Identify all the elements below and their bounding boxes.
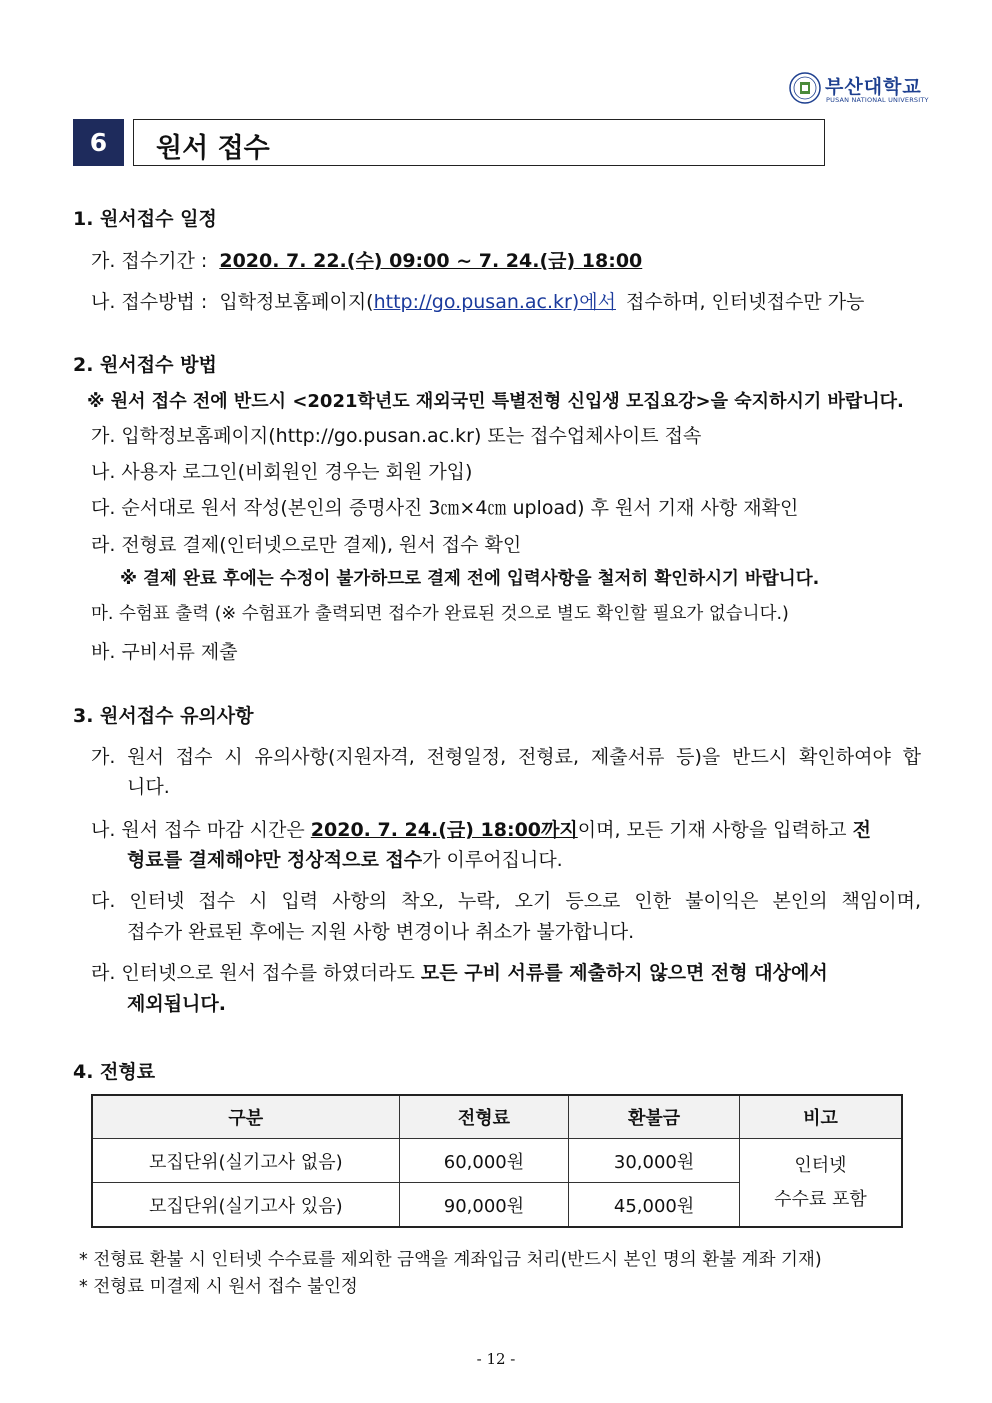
precaution-da-line2: 접수가 완료된 후에는 지원 사항 변경이나 취소가 불가합니다.	[127, 921, 635, 943]
step-ra: 라. 전형료 결제(인터넷으로만 결제), 원서 접수 확인	[91, 534, 522, 556]
section-number-badge: 6	[73, 119, 124, 166]
remark-line2: 수수료 포함	[774, 1188, 867, 1210]
logo-name-english: PUSAN NATIONAL UNIVERSITY	[826, 96, 929, 104]
fee-note-unpaid: * 전형료 미결제 시 원서 접수 불인정	[79, 1277, 358, 1297]
table-cell-refund: 30,000원	[569, 1139, 740, 1183]
table-cell-remark	[739, 1139, 902, 1228]
university-seal-icon	[789, 72, 821, 104]
precaution-ra-line2: 제외됩니다.	[127, 993, 226, 1015]
method-row	[91, 287, 864, 314]
precaution-na-bold-start: 전	[852, 819, 871, 841]
precaution-na-post: 가 이루어집니다.	[422, 849, 563, 871]
table-cell-fee: 60,000원	[399, 1139, 569, 1183]
step-ga: 가. 입학정보홈페이지(http://go.pusan.ac.kr) 또는 접수업체사이트 접속	[91, 425, 702, 447]
precaution-na-bold: 형료를 결제해야만 정상적으로 접수	[127, 849, 423, 871]
precaution-ra-pre: 라. 인터넷으로 원서 접수를 하였더라도	[91, 962, 421, 984]
table-header-fee: 전형료	[399, 1095, 569, 1139]
step-da: 다. 순서대로 원서 작성(본인의 증명사진 3㎝×4㎝ upload) 후 원서 기재 사항 재확인	[91, 497, 799, 519]
heading-method: 2. 원서접수 방법	[73, 354, 217, 376]
precaution-na-line2	[127, 845, 563, 872]
table-header-refund: 환불금	[569, 1095, 740, 1139]
method-text-pre: 입학정보홈페이지(	[219, 291, 374, 313]
step-ma: 마. 수험표 출력 (※ 수험표가 출력되면 접수가 완료된 것으로 별도 확인할 필요가 없습니다.)	[91, 604, 789, 624]
step-ba: 바. 구비서류 제출	[91, 641, 238, 663]
table-cell-category: 모집단위(실기고사 없음)	[92, 1139, 399, 1183]
precaution-ra-bold: 모든 구비 서류를 제출하지 않으면 전형 대상에서	[420, 962, 828, 984]
period-row	[91, 246, 642, 273]
section-title: 원서 접수	[156, 133, 270, 164]
page-number: - 12 -	[476, 1350, 516, 1368]
table-cell-refund: 45,000원	[569, 1183, 740, 1228]
method-label: 나. 접수방법 :	[91, 291, 208, 313]
precaution-ga-line2: 니다.	[127, 776, 170, 798]
period-label: 가. 접수기간 :	[91, 250, 208, 272]
precaution-ra-line1	[91, 958, 828, 985]
period-value: 2020. 7. 22.(수) 09:00 ~ 7. 24.(금) 18:00	[219, 250, 643, 272]
precaution-da-line1: 다. 인터넷 접수 시 입력 사항의 착오, 누락, 오기 등으로 인한 불이익은 본인의 책임이며,	[91, 890, 921, 912]
precaution-na-pre: 나. 원서 접수 마감 시간은	[91, 819, 311, 841]
heading-schedule: 1. 원서접수 일정	[73, 208, 217, 230]
logo-name-korean: 부산대학교	[825, 76, 922, 98]
precaution-ga-line1: 가. 원서 접수 시 유의사항(지원자격, 전형일정, 전형료, 제출서류 등)을 반드시 확인하여야 합	[91, 746, 921, 768]
table-header-category: 구분	[92, 1095, 399, 1139]
precaution-na-line1	[91, 815, 871, 842]
notice-read-guide: ※ 원서 접수 전에 반드시 <2021학년도 재외국민 특별전형 신입생 모집요강>을 숙지하시기 바랍니다.	[87, 391, 904, 412]
notice-payment: ※ 결제 완료 후에는 수정이 불가하므로 결제 전에 입력사항을 철저히 확인하시기 바랍니다.	[120, 569, 820, 589]
table-row	[92, 1139, 902, 1183]
remark-line1: 인터넷	[794, 1154, 847, 1176]
fee-table	[91, 1094, 903, 1228]
heading-fee: 4. 전형료	[73, 1061, 156, 1083]
heading-precautions: 3. 원서접수 유의사항	[73, 705, 254, 727]
admission-homepage-link[interactable]: http://go.pusan.ac.kr)에서	[373, 291, 616, 313]
fee-note-refund: * 전형료 환불 시 인터넷 수수료를 제외한 금액을 계좌입금 처리(반드시 본인 명의 환불 계좌 기재)	[79, 1250, 822, 1270]
table-cell-fee: 90,000원	[399, 1183, 569, 1228]
step-na: 나. 사용자 로그인(비회원인 경우는 회원 가입)	[91, 461, 473, 483]
section-title-box	[133, 119, 825, 166]
table-header-row	[92, 1095, 902, 1139]
table-cell-category: 모집단위(실기고사 있음)	[92, 1183, 399, 1228]
university-logo	[789, 70, 929, 110]
table-header-remark: 비고	[739, 1095, 902, 1139]
method-text-post: 접수하며, 인터넷접수만 가능	[626, 291, 865, 313]
precaution-na-mid: 이며, 모든 기재 사항을 입력하고	[577, 819, 853, 841]
deadline-date: 2020. 7. 24.(금) 18:00까지	[310, 819, 578, 841]
